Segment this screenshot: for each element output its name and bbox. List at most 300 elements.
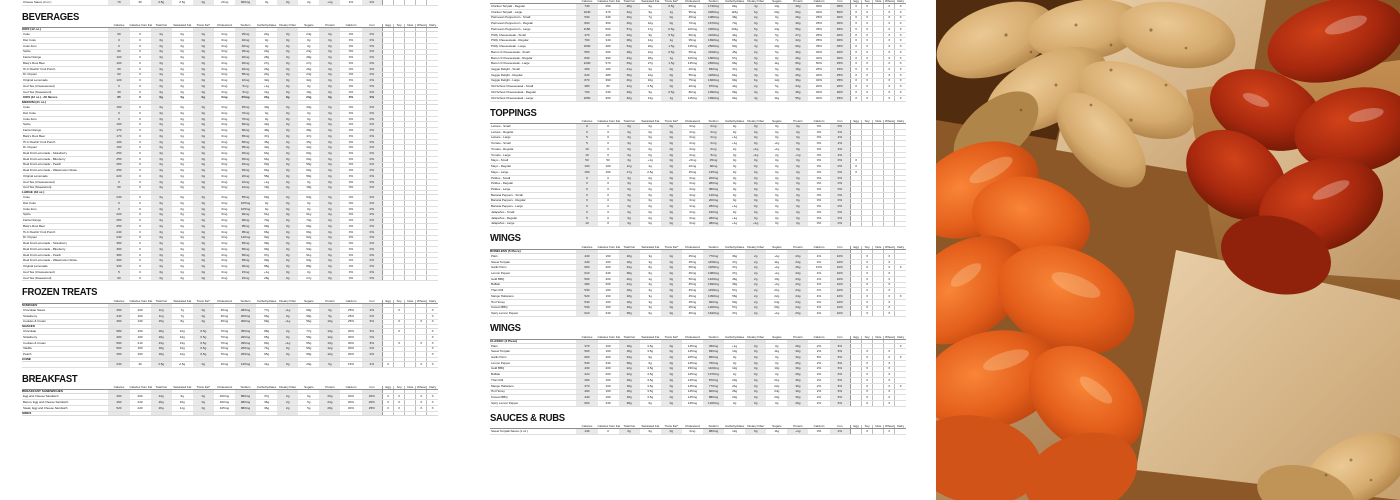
item-name: Egg and Cheese Sandwich [22,394,108,400]
nutrient-value: 0g [277,105,298,111]
nutrient-value: 0mg [214,139,235,145]
nutrient-value: 450 [108,308,129,314]
nutrient-value: 45g [724,49,745,55]
nutrient-value: 0g [787,221,808,227]
nutrient-value: 0% [340,224,361,230]
allergen-header: Soy [862,246,873,250]
nutrient-value: 2g [745,299,766,305]
nutrient-value: 0mg [682,181,703,187]
nutrient-value: +1g [256,269,277,275]
nutrient-value: 700 [576,38,597,44]
allergen-mark: X [862,26,873,32]
column-header: Calcium [808,0,829,4]
column-header: Protein [787,0,808,4]
allergen-mark [895,429,906,435]
nutrient-value: 48g [256,128,277,134]
item-name: Pickles - Regular [490,181,576,187]
nutrient-value: 45mg [682,288,703,294]
item-name: Gold BBQ [490,276,576,282]
nutrient-value: 6% [830,366,851,372]
nutrient-value: 5mg [235,89,256,95]
nutrient-value: 11g [151,313,172,319]
group-label: CLASSIC (4 Piece) [490,339,576,343]
table-row [22,275,438,281]
section-title: TOPPINGS [490,107,537,119]
nutrient-value: 0g [277,247,298,253]
nutrient-value: 0g [193,218,214,224]
nutrient-value: 0g [619,135,640,141]
nutrient-value: 0g [766,181,787,187]
nutrient-value: +1g [724,221,745,227]
nutrient-value: 860mg [703,355,724,361]
item-name: Hot Honey [490,299,576,305]
nutrient-value: 70mg [214,352,235,358]
nutrient-value: 0g [661,21,682,27]
nutrient-value: 0g [298,179,319,185]
column-header: Carbohydrates [256,298,277,303]
column-header: Calcium [340,24,361,28]
nutrient-value: 3g [640,305,661,311]
allergen-mark: X [862,349,873,355]
nutrient-value: 38g [619,360,640,366]
nutrient-value: 1000 [576,44,597,50]
nutrient-value: 0g [640,221,661,227]
nutrient-value: 0g [277,133,298,139]
allergen-mark: X [862,401,873,407]
nutrient-value: 66g [724,90,745,96]
nutrient-value: 0.5g [661,4,682,10]
nutrient-value: 0g [661,78,682,84]
nutrient-value: 18g [151,352,172,358]
item-name: Garlic Parm [490,355,576,361]
group-spacer-allergen [383,411,394,415]
nutrient-value: 500 [576,349,597,355]
column-header: Calories from Fat [597,334,621,339]
nutrient-value: 100 [130,313,151,319]
nutrient-value: 0mg [214,151,235,157]
nutrient-value: 15% [340,362,361,368]
item-name: Garlic Parm [490,265,576,271]
nutrient-value: 0g [298,43,319,49]
nutrient-value: 0g [319,139,340,145]
nutrient-value: 0 [130,49,151,55]
nutrient-value: 1200mg [703,305,724,311]
nutrient-value: 20g [640,44,661,50]
item-name: Coke Zero [22,43,108,49]
nutrient-value: 97g [256,252,277,258]
allergen-mark: X [884,294,895,300]
column-header: Carbohydrates [724,244,745,249]
nutrient-value: 0g [193,247,214,253]
nutrient-value: 42g [787,38,808,44]
nutrient-value: 38g [619,311,640,317]
nutrient-value: 0g [661,305,682,311]
column-header: Trans Fat* [661,336,682,340]
nutrient-value: 30% [830,55,851,61]
nutrient-value: 0g [319,105,340,111]
nutrient-value: 280 [598,72,619,78]
nutrient-value: 0g [277,78,298,84]
nutrient-value: 250 [108,162,129,168]
nutrient-value: 0g [766,210,787,216]
nutrient-value: 30% [808,90,829,96]
allergen-mark: X [394,394,405,400]
nutrient-value: 82g [724,4,745,10]
nutrient-value: 0g [172,218,193,224]
nutrient-value: 0g [766,343,787,349]
nutrient-value: 0g [766,215,787,221]
nutrient-value: 10% [830,305,851,311]
nutrient-value: 0% [808,187,829,193]
column-header: Saturated Fat [641,0,660,3]
nutrient-value: 45mg [235,156,256,162]
allergen-mark: X [884,84,895,90]
nutrient-value: 0 [130,38,151,44]
nutrient-value: 0 [130,247,151,253]
nutrient-value: 0% [340,95,361,101]
nutrient-value: 0g [319,241,340,247]
nutrient-value: 35% [830,78,851,84]
column-header: Trans Fat* [193,386,214,390]
nutrient-value: 10mg [235,185,256,191]
nutrient-value: 37g [256,394,277,400]
nutrient-value: 20% [830,15,851,21]
nutrient-value: 6% [830,389,851,395]
nutrient-value: 230 [108,235,129,241]
nutrient-value: 23g [787,282,808,288]
nutrient-value: 0g [277,352,298,358]
nutrient-value: 0g [745,164,766,170]
nutrient-value: 0g [172,174,193,180]
nutrient-value: 0g [172,241,193,247]
nutrient-value: 190mg [703,210,724,216]
allergen-mark: X [884,9,895,15]
nutrient-value: 10% [830,259,851,265]
nutrient-value: 12g [172,335,193,341]
allergen-mark: X [851,26,862,32]
column-header: Calories from Fat [597,119,621,124]
nutrient-value: 30% [340,352,361,358]
nutrient-value: 0% [830,164,851,170]
nutrient-value: 0g [745,141,766,147]
nutrient-value: 0mg [214,264,235,270]
allergen-mark: X [427,346,438,352]
nutrient-value: 0 [598,221,619,227]
nutrient-value: 450 [108,352,129,358]
nutrient-value: 67g [724,55,745,61]
nutrient-value: 0g [787,175,808,181]
nutrient-value: 0 [130,116,151,122]
nutrient-value: 0mg [214,145,235,151]
nutrient-value: 30g [619,72,640,78]
nutrient-value: 11g [766,429,787,435]
nutrient-value: 0g [256,116,277,122]
allergen-mark: X [895,49,906,55]
nutrient-value: 0g [661,383,682,389]
nutrient-value: 2g [745,15,766,21]
nutrient-value: 0g [151,185,172,191]
nutrient-value: 60mg [682,32,703,38]
group-spacer [193,411,214,415]
nutrient-value: 4g [745,95,766,101]
nutrient-value: 0% [362,235,383,241]
group-label: MEDIUM (21 oz.) [22,101,108,105]
nutrient-value: 0% [362,72,383,78]
nutrient-value: 63g [256,162,277,168]
nutrient-value: 43g [256,105,277,111]
item-name: Philly Cheesesteak - Small [490,32,576,38]
nutrient-value: 0% [340,174,361,180]
nutrient-value: 0g [640,141,661,147]
nutrient-value: 65mg [235,247,256,253]
nutrient-value: 0mg [682,198,703,204]
nutrient-value: 0g [319,95,340,101]
nutrient-value: 0g [193,139,214,145]
nutrient-value: 0% [340,258,361,264]
nutrient-value: 15mg [235,275,256,281]
nutrient-value: 0g [319,235,340,241]
table-row [490,95,906,101]
nutrient-value: 0mg [214,201,235,207]
nutrient-value: 770mg [703,253,724,259]
nutrient-value: 25% [830,72,851,78]
nutrient-value: 0g [193,38,214,44]
nutrient-value: 0mg [214,174,235,180]
item-name: Coke [22,195,108,201]
nutrient-value: 0g [724,181,745,187]
nutrient-value: 5 [576,135,597,141]
allergen-mark: X [862,61,873,67]
nutrient-value: 2g [745,294,766,300]
nutrient-value: +1g [277,340,298,346]
allergen-mark: X [862,271,873,277]
nutrient-value: 47g [256,133,277,139]
nutrient-value: 35mg [235,49,256,55]
nutrient-value: 26g [787,72,808,78]
allergen-header: Soy [862,336,873,340]
nutrient-value: 4% [808,276,829,282]
nutrient-value: 0g [766,158,787,164]
nutrient-value: 6g [640,4,661,10]
allergen-header: Egg [383,386,394,390]
nutrient-value: 90 [108,72,129,78]
nutrient-value: 90 [108,49,129,55]
nutrient-value: 370 [576,343,597,349]
allergen-mark: X [862,259,873,265]
nutrient-value: 0g [193,168,214,174]
allergen-mark: X [862,378,873,384]
allergen-mark: X [427,313,438,319]
nutrient-value: 12g [640,21,661,27]
nutrient-value: 80 [598,84,619,90]
group-spacer-allergen [405,411,416,415]
allergen-mark [405,0,416,5]
allergen-header: Soy [394,24,405,28]
nutrient-value: 0g [640,175,661,181]
nutrient-value: 45mg [682,311,703,317]
nutrient-value: 65mg [235,133,256,139]
nutrient-value: 20g [766,305,787,311]
nutrient-value: 115mg [682,95,703,101]
nutrient-value: 3g [745,21,766,27]
nutrient-value: 11g [256,89,277,95]
nutrient-value: 0g [745,204,766,210]
allergen-mark: X [851,90,862,96]
nutrient-value: 280mg [703,215,724,221]
allergen-mark: X [394,340,405,346]
nutrient-value: 0g [172,83,193,89]
allergen-mark: X [884,44,895,50]
nutrient-value: 0 [598,152,619,158]
nutrient-value: 24g [298,32,319,38]
section-title: WINGS [490,233,521,245]
nutrient-value: 200 [598,276,619,282]
nutrient-value: 22g [619,282,640,288]
nutrient-value: 0g [193,133,214,139]
nutrient-value: 0% [830,169,851,175]
item-name: Bacon 3 Cheesesteak - Large [490,61,576,67]
nutrition-table [490,336,906,407]
group-spacer [214,411,235,415]
nutrient-value: 0mg [214,212,235,218]
nutrient-value: 1660mg [703,78,724,84]
allergen-mark: X [895,95,906,101]
nutrient-value: 0g [151,32,172,38]
nutrient-value: 0 [130,174,151,180]
allergen-header: Dairy [427,300,438,304]
nutrient-value: 0g [277,206,298,212]
item-name: Coke Zero [22,206,108,212]
nutrient-value: +1g [787,152,808,158]
nutrient-value: 500 [598,26,619,32]
allergen-mark: X [884,67,895,73]
nutrient-value: 2% [808,349,829,355]
nutrition-section [490,102,930,228]
allergen-header: Egg [383,24,394,28]
nutrient-value: 390 [598,55,619,61]
nutrient-value: 460 [576,389,597,395]
item-name: Dr. Pepper [22,72,108,78]
nutrient-value: 23g [787,311,808,317]
nutrient-value: 0g [193,66,214,72]
nutrient-value: 20% [830,84,851,90]
nutrient-value: 220 [108,174,129,180]
item-name: Chocolate Sauce [22,308,108,314]
column-header: Carbohydrates [256,23,277,28]
nutrient-value: 0g [151,49,172,55]
nutrient-value: 88g [256,329,277,335]
nutrient-value: 10g [298,89,319,95]
nutrient-value: 0g [787,204,808,210]
nutrient-value: 0g [277,346,298,352]
nutrient-value: 8g [640,265,661,271]
column-header: Trans Fat* [661,0,682,4]
nutrient-value: 2.5g [172,0,193,5]
nutrient-value: 25% [808,32,829,38]
nutrient-value: 45mg [235,162,256,168]
nutrient-value: 95 [108,95,129,101]
nutrient-value: 30% [808,72,829,78]
nutrient-value: 99g [256,247,277,253]
nutrient-value: 36g [256,400,277,406]
nutrient-value: 2480mg [703,9,724,15]
nutrient-value: 440 [576,395,597,401]
nutrient-value: 10% [830,265,851,271]
nutrient-value: 0g [193,55,214,61]
column-header: Total Fat [619,336,640,340]
nutrient-value: 24g [787,294,808,300]
nutrient-value: 0mg [214,241,235,247]
nutrient-value: 61g [256,212,277,218]
nutrient-value: 160 [108,145,129,151]
nutrient-value: 40% [808,55,829,61]
nutrient-value: 37g [724,265,745,271]
allergen-header: Wheat [417,23,426,28]
nutrient-value: 10% [830,294,851,300]
nutrient-value: 0mg [682,152,703,158]
nutrient-value: 24g [787,84,808,90]
column-header: Carbohydrates [724,334,745,339]
nutrient-value: 0g [256,43,277,49]
column-header: Trans Fat* [661,246,682,250]
column-header: Calcium [808,425,829,429]
nutrient-value: 0 [130,201,151,207]
nutrient-value: 0g [193,185,214,191]
nutrient-value: +1g [766,311,787,317]
nutrient-value: 0 [576,210,597,216]
nutrient-value: 0% [340,105,361,111]
nutrient-value: 70mg [214,340,235,346]
nutrient-value: 0g [277,162,298,168]
nutrient-value: 6% [830,360,851,366]
nutrient-value: 0g [787,215,808,221]
item-name: Banana Peppers - Large [490,204,576,210]
allergen-mark: X [895,15,906,21]
nutrient-value: 43g [619,55,640,61]
nutrient-value: 0mg [214,83,235,89]
nutrient-value: 0g [661,389,682,395]
nutrient-value: 12g [766,78,787,84]
nutrient-value: 0g [151,43,172,49]
column-header: Sugars [766,336,787,340]
nutrient-value: 0% [362,346,383,352]
nutrition-section [490,227,930,317]
allergen-mark: X [895,38,906,44]
nutrient-value: 6% [830,343,851,349]
nutrient-value: 1090mg [703,294,724,300]
allergen-mark: X [895,72,906,78]
nutrient-value: 1080mg [703,271,724,277]
nutrient-value: 65g [724,38,745,44]
nutrient-value: 25% [808,67,829,73]
allergen-mark [895,401,906,407]
nutrient-value: 0% [362,145,383,151]
nutrient-value: 0 [108,179,129,185]
nutrient-value: 24g [298,72,319,78]
nutrient-value: 0 [130,151,151,157]
nutrient-value: 145mg [682,401,703,407]
column-header: Cholesterol [682,0,703,4]
nutrient-value: 3.5g [640,349,661,355]
item-name: Dr. Pepper [22,145,108,151]
nutrient-value: 0 [108,116,129,122]
nutrient-value: 26g [787,15,808,21]
nutrient-value: 2% [808,378,829,384]
allergen-mark [873,311,884,317]
allergen-mark [873,401,884,407]
nutrient-value: 0g [319,258,340,264]
nutrient-value: 65mg [235,139,256,145]
